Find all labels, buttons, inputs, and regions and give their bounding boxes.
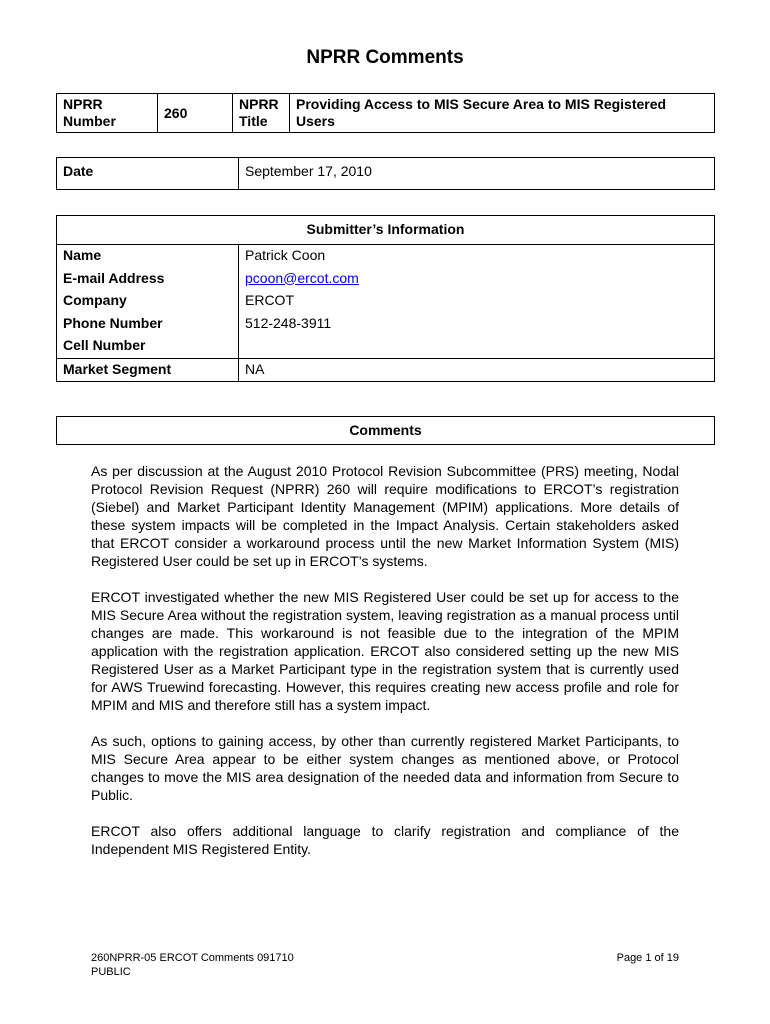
- submitter-table: [56, 215, 715, 382]
- comment-paragraph: ERCOT also offers additional language to clarify registration and compliance of the Independent MIS Registered Entity.: [91, 823, 679, 857]
- comments-heading-table: [56, 416, 715, 445]
- nprr-number-label: NPRR Number: [57, 94, 158, 133]
- email-link[interactable]: pcoon@ercot.com: [245, 269, 359, 286]
- name-label: Name: [57, 245, 239, 268]
- footer-page-number: Page 1 of 19: [616, 952, 679, 964]
- comments-heading: Comments: [57, 417, 715, 445]
- footer-left: [91, 951, 294, 979]
- email-label: E-mail Address: [57, 268, 239, 291]
- cell-value: [239, 335, 715, 358]
- date-label: Date: [57, 158, 239, 190]
- company-label: Company: [57, 290, 239, 313]
- cell-label: Cell Number: [57, 335, 239, 358]
- comment-paragraph: As such, options to gaining access, by other than currently registered Market Participants, to MIS Secure Area appear to be either system changes as mentioned above, or Protocol changes to move the MIS area designation of the needed data and information from Secure to Public.: [91, 733, 679, 803]
- name-value: Patrick Coon: [239, 245, 715, 268]
- nprr-title-value: Providing Access to MIS Secure Area to MIS Registered Users: [290, 94, 715, 133]
- nprr-title-label: NPRR Title: [233, 94, 290, 133]
- nprr-header-table: [56, 93, 715, 133]
- page-title: NPRR Comments: [306, 47, 464, 68]
- footer-doc-id: 260NPRR-05 ERCOT Comments 091710: [91, 952, 294, 964]
- market-segment-value: NA: [239, 358, 715, 382]
- comment-paragraph: ERCOT investigated whether the new MIS Registered User could be set up for access to the MIS Secure Area without the registration system, leaving registration as a manual process until changes are made. This workaround is not feasible due to the integration of the MPIM application with the registration application. ERCOT also considered setting up the new MIS Registered User as a Market Participant type in the registration system that is currently used for AWS Truewind forecasting. However, this requires creating new access profile and role for MPIM and MIS and therefore still has a system impact.: [91, 589, 679, 713]
- comments-body: [91, 462, 679, 876]
- footer-classification: PUBLIC: [91, 966, 131, 978]
- submitter-heading: Submitter’s Information: [57, 216, 715, 245]
- date-value: September 17, 2010: [239, 158, 715, 190]
- nprr-number-value: 260: [158, 94, 233, 133]
- company-value: ERCOT: [239, 290, 715, 313]
- phone-value: 512-248-3911: [239, 313, 715, 336]
- comment-paragraph: As per discussion at the August 2010 Protocol Revision Subcommittee (PRS) meeting, Nodal Protocol Revision Request (NPRR) 260 will require modifications to ERCOT’s registration (Siebel) and Market Participant Identity Management (MPIM) applications. More details of these system impacts will be completed in the Impact Analysis. Certain stakeholders asked that ERCOT consider a workaround process until the new Market Information System (MIS) Registered User could be set up in ERCOT’s systems.: [91, 463, 679, 569]
- market-segment-label: Market Segment: [57, 358, 239, 382]
- date-table: [56, 157, 715, 190]
- phone-label: Phone Number: [57, 313, 239, 336]
